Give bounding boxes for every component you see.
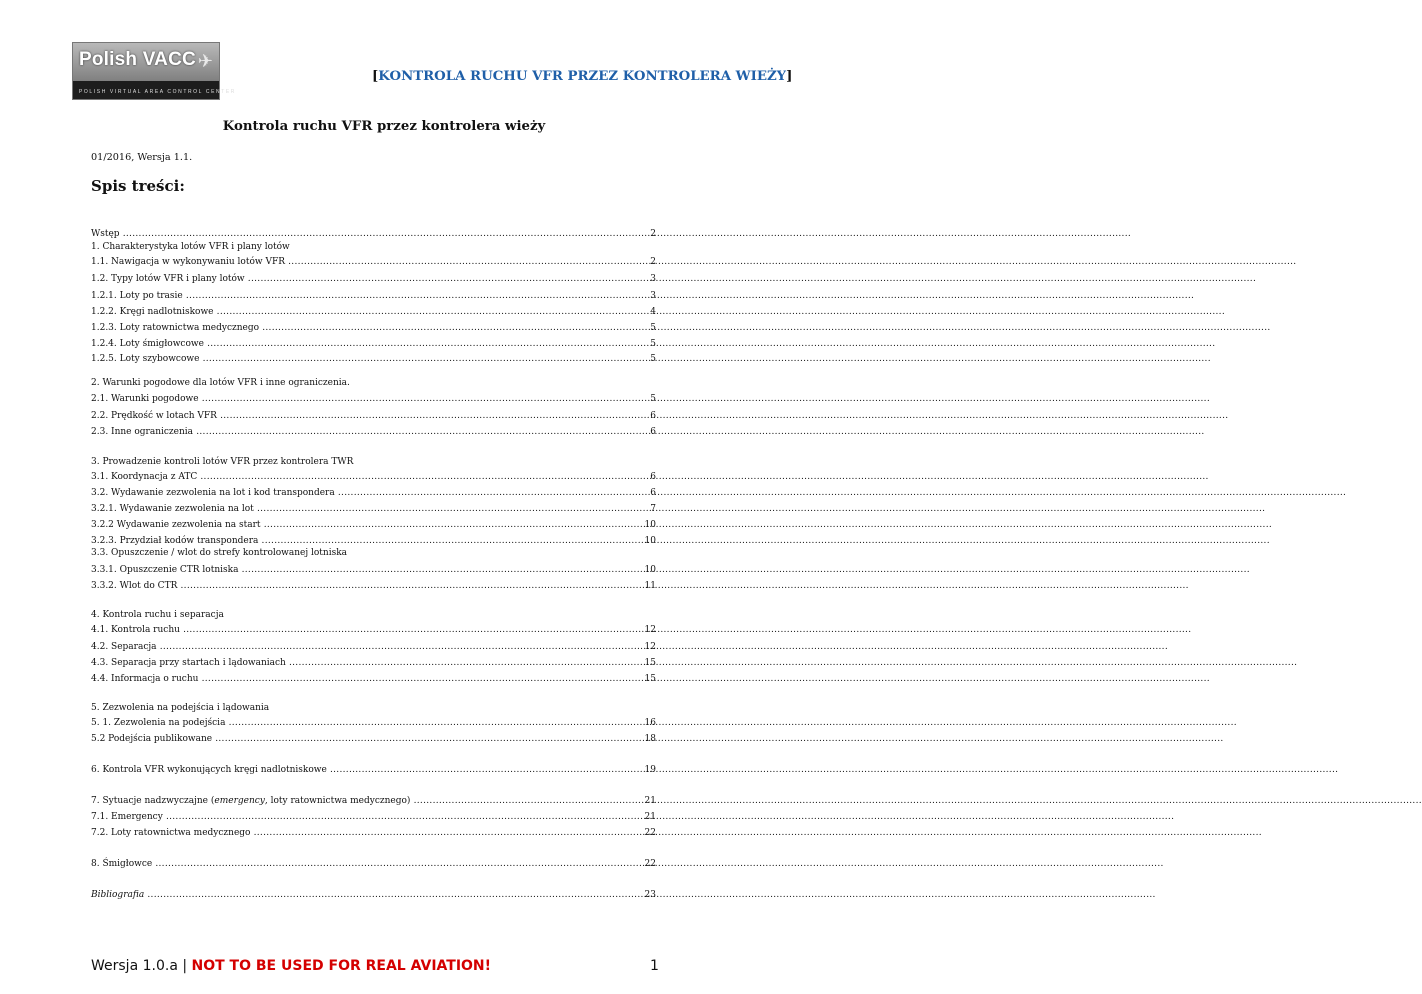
toc-entry-label: Wstęp ..... bbox=[91, 227, 643, 241]
toc-entry[interactable] bbox=[91, 409, 656, 423]
toc-entry-page: 7 bbox=[650, 504, 656, 514]
toc-entry[interactable] bbox=[91, 272, 656, 286]
toc-section-heading: 2. Warunki pogodowe dla lotów VFR i inne ograniczenia. bbox=[91, 378, 350, 388]
toc-entry-page: 15 bbox=[644, 658, 656, 668]
toc-entry-label: 3.2. Wydawanie zezwolenia na lot i kod transpondera ..... bbox=[91, 486, 643, 500]
toc-entry-label: 3.2.3. Przydział kodów transpondera ..... bbox=[91, 534, 643, 548]
toc-entry-label: 4.3. Separacja przy startach i lądowaniach ..... bbox=[91, 656, 643, 670]
toc-entry-page: 10 bbox=[644, 536, 656, 546]
toc-entry[interactable] bbox=[91, 640, 656, 654]
toc-entry-label: 4.4. Informacja o ruchu ..... bbox=[91, 672, 643, 686]
toc-entry-label: 6. Kontrola VFR wykonujących kręgi nadlotniskowe ..... bbox=[91, 763, 643, 777]
toc-entry-label: 1.2.1. Loty po trasie ..... bbox=[91, 289, 643, 303]
toc-entry[interactable] bbox=[91, 321, 656, 335]
toc-entry[interactable] bbox=[91, 857, 656, 871]
toc-entry-page: 11 bbox=[644, 581, 656, 591]
toc-entry-label: 5.2 Podejścia publikowane ..... bbox=[91, 732, 643, 746]
toc-entry-page: 6 bbox=[650, 427, 656, 437]
toc-entry-label: 3.3.1. Opuszczenie CTR lotniska ..... bbox=[91, 563, 643, 577]
toc-entry-label: 1.2.4. Loty śmigłowcowe ..... bbox=[91, 337, 643, 351]
toc-entry[interactable] bbox=[91, 352, 656, 366]
plane-icon: ✈ bbox=[197, 51, 213, 72]
toc-entry[interactable] bbox=[91, 289, 656, 303]
version-line: 01/2016, Wersja 1.1. bbox=[91, 152, 193, 163]
toc-entry-page: 4 bbox=[650, 307, 656, 317]
toc-entry-label: 3.2.1. Wydawanie zezwolenia na lot ..... bbox=[91, 502, 643, 516]
toc-entry[interactable] bbox=[91, 826, 656, 840]
toc-entry-label: 1.2. Typy lotów VFR i plany lotów ..... bbox=[91, 272, 643, 286]
toc-entry[interactable] bbox=[91, 656, 656, 670]
toc-entry-label: 7.2. Loty ratownictwa medycznego ..... bbox=[91, 826, 643, 840]
toc-entry[interactable] bbox=[91, 486, 656, 500]
toc-entry[interactable] bbox=[91, 716, 656, 730]
toc-entry-page: 5 bbox=[650, 354, 656, 364]
footer-warning: NOT TO BE USED FOR REAL AVIATION! bbox=[191, 958, 492, 974]
running-header: [KONTROLA RUCHU VFR PRZEZ KONTROLERA WIEŻY] bbox=[372, 69, 793, 84]
toc-entry[interactable] bbox=[91, 227, 656, 241]
toc-section-heading: 4. Kontrola ruchu i separacja bbox=[91, 610, 224, 620]
toc-entry-page: 16 bbox=[644, 718, 656, 728]
toc-entry[interactable] bbox=[91, 563, 656, 577]
polish-vacc-logo bbox=[72, 42, 237, 100]
toc-entry-page: 21 bbox=[644, 796, 656, 806]
toc-entry-page: 5 bbox=[650, 323, 656, 333]
header-title: KONTROLA RUCHU VFR PRZEZ KONTROLERA WIEŻY bbox=[378, 69, 787, 84]
toc-entry-page: 2 bbox=[650, 257, 656, 267]
toc-entry-page: 21 bbox=[644, 812, 656, 822]
toc-entry[interactable] bbox=[91, 502, 656, 516]
toc-entry-page: 12 bbox=[644, 625, 656, 635]
toc-entry-label: 1.2.2. Kręgi nadlotniskowe ..... bbox=[91, 305, 643, 319]
toc-entry-page: 3 bbox=[650, 291, 656, 301]
toc-entry[interactable] bbox=[91, 305, 656, 319]
toc-entry-label: 8. Śmigłowce ..... bbox=[91, 857, 643, 871]
toc-entry-label: 4.1. Kontrola ruchu ..... bbox=[91, 623, 643, 637]
toc-entry-page: 5 bbox=[650, 339, 656, 349]
toc-entry-page: 22 bbox=[644, 859, 656, 869]
footer-version: Wersja 1.0.a | bbox=[91, 958, 192, 974]
toc-entry-label: 7.1. Emergency ..... bbox=[91, 810, 643, 824]
toc-entry-label: 3.1. Koordynacja z ATC ..... bbox=[91, 470, 643, 484]
toc-entry-page: 3 bbox=[650, 274, 656, 284]
toc-entry-label: 1.2.3. Loty ratownictwa medycznego ..... bbox=[91, 321, 643, 335]
toc-entry[interactable] bbox=[91, 579, 656, 593]
logo-subtitle: POLISH VIRTUAL AREA CONTROL CENTER bbox=[79, 89, 237, 95]
toc-entry-page: 6 bbox=[650, 472, 656, 482]
toc-entry-label: 3.2.2 Wydawanie zezwolenia na start ..... bbox=[91, 518, 643, 532]
toc-entry-page: 6 bbox=[650, 488, 656, 498]
toc-entry[interactable] bbox=[91, 810, 656, 824]
toc-entry-label: 5. 1. Zezwolenia na podejścia ..... bbox=[91, 716, 643, 730]
toc-entry[interactable] bbox=[91, 255, 656, 269]
toc-entry[interactable] bbox=[91, 470, 656, 484]
toc-entry-page: 6 bbox=[650, 411, 656, 421]
footer bbox=[91, 958, 491, 974]
toc-entry-page: 15 bbox=[644, 674, 656, 684]
toc-entry-page: 22 bbox=[644, 828, 656, 838]
toc-entry[interactable] bbox=[91, 732, 656, 746]
toc-entry[interactable] bbox=[91, 672, 656, 686]
toc-section-heading: 3.3. Opuszczenie / wlot do strefy kontrolowanej lotniska bbox=[91, 548, 348, 558]
toc-entry-page: 23 bbox=[644, 890, 656, 900]
toc-entry-label: 2.3. Inne ograniczenia ..... bbox=[91, 425, 643, 439]
logo-text: Polish VACC bbox=[79, 49, 196, 70]
toc-entry-label: 7. Sytuacje nadzwyczajne (emergency, loty ratownictwa medycznego) ..... bbox=[91, 794, 643, 808]
toc-entry[interactable] bbox=[91, 794, 656, 808]
toc-entry-page: 18 bbox=[644, 734, 656, 744]
document-title: Kontrola ruchu VFR przez kontrolera wieży bbox=[222, 119, 546, 134]
toc-entry-page: 10 bbox=[644, 565, 656, 575]
toc-entry[interactable] bbox=[91, 425, 656, 439]
toc-section-heading: 1. Charakterystyka lotów VFR i plany lotów bbox=[91, 242, 290, 252]
toc-entry-page: 12 bbox=[644, 642, 656, 652]
toc-entry-label: 3.3.2. Wlot do CTR ..... bbox=[91, 579, 643, 593]
toc-section-heading: 5. Zezwolenia na podejścia i lądowania bbox=[91, 703, 270, 713]
toc-entry-label: 2.2. Prędkość w lotach VFR ..... bbox=[91, 409, 643, 423]
toc-entry[interactable] bbox=[91, 337, 656, 351]
toc-entry-page: 10 bbox=[644, 520, 656, 530]
toc-entry-label: 2.1. Warunki pogodowe ..... bbox=[91, 392, 643, 406]
toc-entry-label: 1.1. Nawigacja w wykonywaniu lotów VFR ..... bbox=[91, 255, 643, 269]
toc-section-heading: 3. Prowadzenie kontroli lotów VFR przez kontrolera TWR bbox=[91, 457, 354, 467]
toc-entry[interactable] bbox=[91, 623, 656, 637]
toc-entry[interactable] bbox=[91, 888, 656, 902]
toc-heading: Spis treści: bbox=[91, 177, 185, 195]
toc-entry-page: 19 bbox=[644, 765, 656, 775]
toc-entry[interactable] bbox=[91, 518, 656, 532]
toc-entry-label: 1.2.5. Loty szybowcowe ..... bbox=[91, 352, 643, 366]
toc-entry[interactable] bbox=[91, 392, 656, 406]
toc-entry-label: 4.2. Separacja ..... bbox=[91, 640, 643, 654]
toc-entry[interactable] bbox=[91, 763, 656, 777]
toc-entry-label: Bibliografia ..... bbox=[91, 888, 643, 902]
toc-entry-page: 5 bbox=[650, 394, 656, 404]
toc-entry-page: 2 bbox=[650, 229, 656, 239]
page-number: 1 bbox=[650, 958, 659, 974]
